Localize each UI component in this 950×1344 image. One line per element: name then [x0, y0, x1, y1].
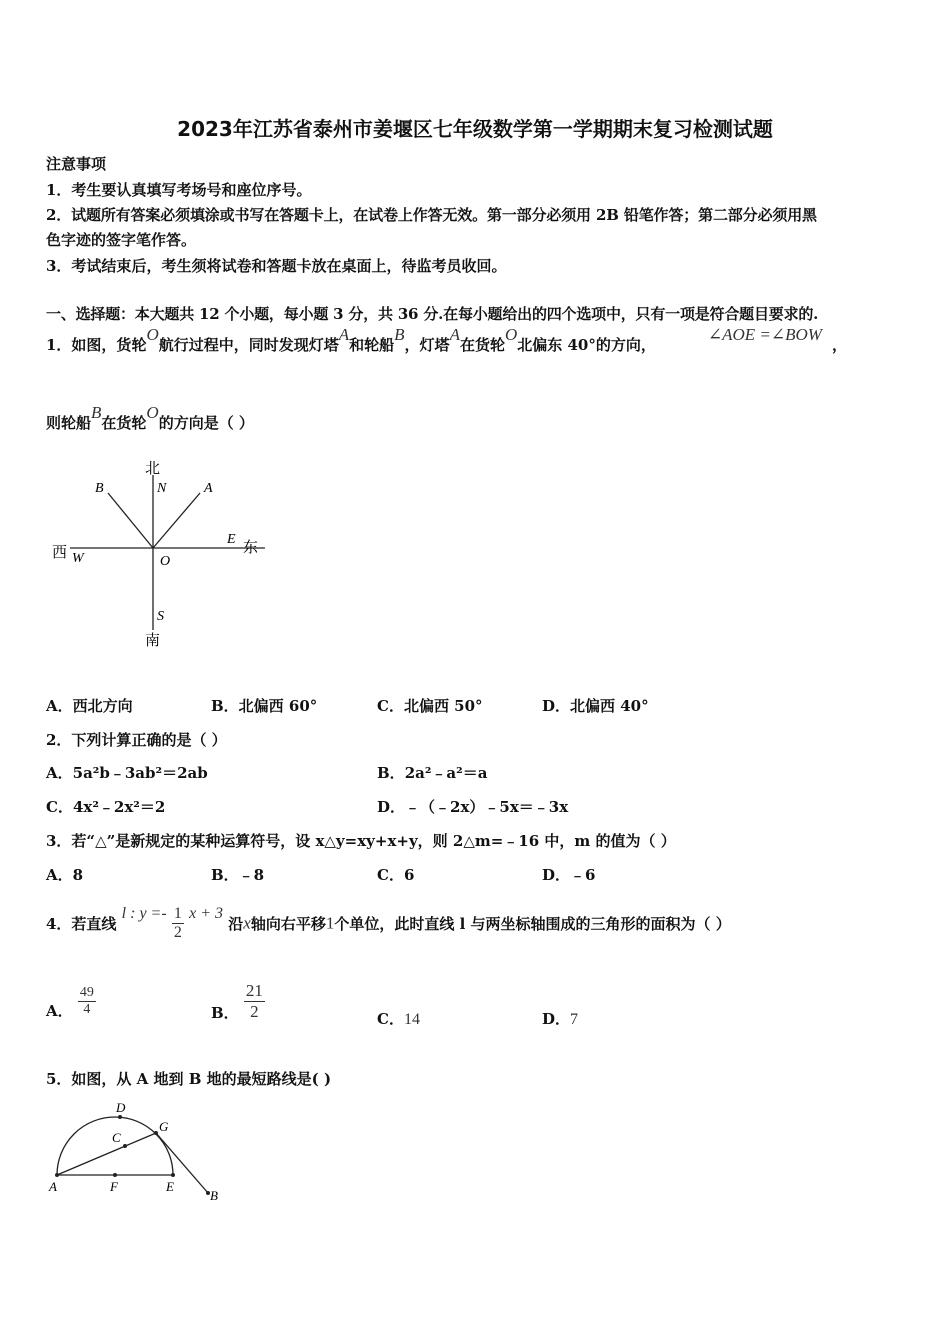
q1-stem: 1．如图，货轮O航行过程中，同时发现灯塔A和轮船B，灯塔A在货轮O北偏东 40°的方向，∠AOE =∠BOW，: [46, 325, 847, 354]
q3-option-a[interactable]: A．8: [46, 866, 84, 884]
q2-option-a[interactable]: A．5a²b﹣3ab²＝2ab: [46, 764, 208, 782]
q4-stem: 4．若直线 l : y =- $\frac{1}{2}$ x + 3 沿x轴向右平移1个单位，此时直线 l 与两坐标轴围成的三角形的面积为（ ）: [46, 904, 731, 941]
ray-ob: [108, 493, 153, 548]
label-a: A: [204, 481, 213, 496]
label-d: D: [116, 1100, 126, 1115]
notice-item-3: 3．考试结束后，考生须将试卷和答题卡放在桌面上，待监考员收回。: [46, 257, 507, 275]
point-g: [154, 1131, 158, 1135]
q1-stem-line2: 则轮船B在货轮O的方向是（ ）: [46, 403, 254, 432]
q4-fraction: $\frac{1}{2}$: [173, 905, 182, 941]
q1-option-b[interactable]: B．北偏西 60°: [211, 697, 318, 715]
q4-option-a[interactable]: A． $\frac{49}{4}$: [46, 985, 94, 1020]
point-c: [123, 1144, 127, 1148]
label-e: E: [166, 1179, 174, 1194]
notice-item-2: 2．试题所有答案必须填涂或书写在答题卡上，在试卷上作答无效。第一部分必须用 2B 铅笔作答；第二部分必须用黑: [46, 206, 817, 224]
label-east: 东: [243, 540, 259, 556]
q1-option-c[interactable]: C．北偏西 50°: [377, 697, 483, 715]
notice-heading: 注意事项: [46, 155, 107, 173]
q4-option-c[interactable]: C．14: [377, 1010, 420, 1028]
q5-route-figure: [40, 1095, 240, 1210]
notice-item-1: 1．考生要认真填写考场号和座位序号。: [46, 181, 312, 199]
notice-item-2-cont: 色字迹的签字笔作答。: [46, 231, 197, 249]
arc-adge: [57, 1117, 173, 1175]
q3-option-c[interactable]: C．6: [377, 866, 415, 884]
q5-stem: 5．如图，从 A 地到 B 地的最短路线是( ): [46, 1070, 332, 1088]
label-b: B: [95, 481, 104, 496]
ray-oa: [153, 493, 200, 548]
label-c: C: [112, 1130, 121, 1145]
q1-compass-figure: [40, 455, 280, 655]
q2-stem: 2．下列计算正确的是（ ）: [46, 731, 227, 749]
label-g: G: [159, 1119, 169, 1134]
label-f: F: [110, 1179, 118, 1194]
segment-ag: [57, 1133, 156, 1175]
q4-option-b[interactable]: B． $\frac{21}{2}$: [211, 981, 263, 1022]
label-a: A: [49, 1179, 57, 1194]
label-e: E: [227, 532, 236, 547]
q3-option-d[interactable]: D．﹣6: [542, 866, 596, 884]
section-heading: 一、选择题：本大题共 12 个小题，每小题 3 分，共 36 分.在每小题给出的四个选项中，只有一项是符合题目要求的.: [46, 305, 819, 323]
q3-option-b[interactable]: B．﹣8: [211, 866, 265, 884]
q3-stem: 3．若“△”是新规定的某种运算符号，设 x△y=xy+x+y，则 2△m=﹣16 中，m 的值为（ ）: [46, 832, 676, 850]
label-west: 西: [52, 545, 68, 561]
q1-option-d[interactable]: D．北偏西 40°: [542, 697, 649, 715]
point-f: [113, 1173, 117, 1177]
label-s: S: [157, 609, 164, 624]
label-north: 北: [145, 461, 161, 477]
point-e: [171, 1173, 175, 1177]
label-b: B: [210, 1188, 218, 1203]
label-n: N: [157, 481, 167, 496]
q2-option-b[interactable]: B．2a²﹣a²＝a: [377, 764, 488, 782]
q4-option-d[interactable]: D．7: [542, 1010, 579, 1028]
label-o: O: [160, 554, 171, 569]
point-a: [55, 1173, 59, 1177]
q1-option-a[interactable]: A．西北方向: [46, 697, 133, 715]
q2-option-d[interactable]: D．﹣（﹣2x）﹣5x＝﹣3x: [377, 798, 569, 816]
page-title: 2023年江苏省泰州市姜堰区七年级数学第一学期期末复习检测试题: [177, 117, 773, 141]
point-d: [118, 1115, 122, 1119]
label-south: 南: [145, 633, 161, 649]
label-w: W: [72, 551, 84, 566]
segment-gb: [156, 1133, 208, 1193]
q2-option-c[interactable]: C．4x²﹣2x²＝2: [46, 798, 166, 816]
